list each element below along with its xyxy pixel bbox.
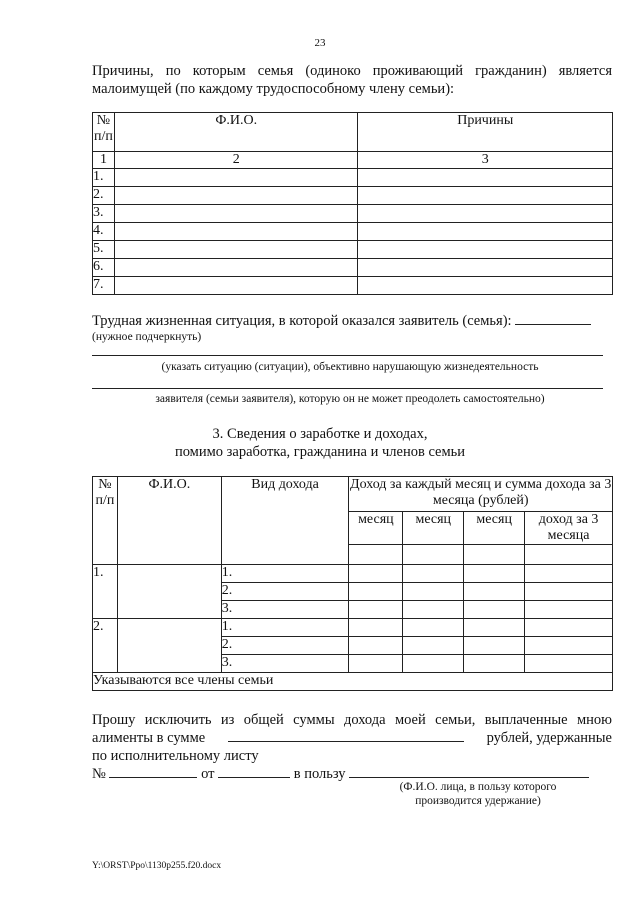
header-fio: Ф.И.О. [114, 113, 358, 152]
beneficiary-note-1: (Ф.И.О. лица, в пользу которого [399, 781, 557, 793]
income-table [92, 476, 613, 691]
person-number: 1. [93, 565, 118, 619]
income-cell[interactable] [525, 655, 613, 673]
income-cell[interactable] [403, 601, 464, 619]
row-number: 1. [93, 169, 115, 187]
reasons-table-header [93, 113, 613, 152]
total-header: доход за 3 месяца [525, 512, 613, 545]
situation-line [92, 312, 591, 330]
income-cell[interactable] [403, 565, 464, 583]
income-header-fio: Ф.И.О. [117, 477, 221, 565]
request-line-2 [92, 729, 612, 747]
reason-cell[interactable] [358, 205, 613, 223]
situation-hint-1: (указать ситуацию (ситуации), объективно нарушающую жизнедеятельность [161, 361, 539, 373]
income-type-item[interactable]: 3. [221, 655, 349, 673]
beneficiary-blank[interactable] [349, 765, 589, 778]
income-cell[interactable] [349, 545, 403, 565]
income-cell[interactable] [349, 565, 403, 583]
reason-cell[interactable] [358, 277, 613, 295]
income-type-item[interactable]: 3. [221, 601, 349, 619]
income-cell[interactable] [464, 637, 525, 655]
income-header-no: № п/п [93, 477, 118, 565]
income-cell[interactable] [464, 655, 525, 673]
income-cell[interactable] [349, 583, 403, 601]
row-number: 4. [93, 223, 115, 241]
income-cell[interactable] [349, 637, 403, 655]
income-header-monthly: Доход за каждый месяц и сумма дохода за 3 месяца (рублей) [349, 477, 613, 512]
situation-blank[interactable] [515, 312, 591, 325]
income-cell[interactable] [403, 619, 464, 637]
income-cell[interactable] [464, 545, 525, 565]
situation-label: Трудная жизненная ситуация, в которой оказался заявитель (семья): [92, 313, 512, 329]
fio-cell[interactable] [114, 187, 358, 205]
situation-fill-line-1[interactable] [92, 355, 603, 356]
table-row [93, 205, 613, 223]
beneficiary-note-2: производится удержание) [415, 795, 541, 807]
fio-cell[interactable] [114, 241, 358, 259]
request-line-1: Прошу исключить из общей суммы дохода моей семьи, выплаченные мною [92, 712, 612, 728]
fio-cell[interactable] [114, 259, 358, 277]
income-cell[interactable] [525, 565, 613, 583]
reason-cell[interactable] [358, 223, 613, 241]
table-row [93, 259, 613, 277]
row-number: 6. [93, 259, 115, 277]
fio-cell[interactable] [114, 169, 358, 187]
income-type-item[interactable]: 1. [221, 565, 349, 583]
month-header: месяц [403, 512, 464, 545]
reason-cell[interactable] [358, 259, 613, 277]
income-cell[interactable] [525, 637, 613, 655]
doc-date-blank[interactable] [218, 765, 290, 778]
underline-note: (нужное подчеркнуть) [92, 331, 202, 343]
income-table-footnote: Указываются все члены семьи [93, 673, 613, 691]
income-header-type: Вид дохода [221, 477, 349, 565]
income-cell[interactable] [349, 601, 403, 619]
table-row [93, 241, 613, 259]
beneficiary-label: в пользу [293, 766, 346, 782]
alimony-tail: рублей, удержанные [486, 730, 612, 746]
reason-cell[interactable] [358, 187, 613, 205]
section3-title-1: 3. Сведения о заработке и доходах, [212, 426, 428, 442]
month-header: месяц [349, 512, 403, 545]
row-number: 7. [93, 277, 115, 295]
income-type-item[interactable]: 2. [221, 583, 349, 601]
income-cell[interactable] [403, 655, 464, 673]
footer-file-path: Y:\ORST\Ppo\1130p255.f20.docx [92, 861, 222, 871]
row-number: 3. [93, 205, 115, 223]
fio-cell[interactable] [114, 223, 358, 241]
table-row [93, 277, 613, 295]
income-cell[interactable] [525, 601, 613, 619]
reasons-intro: Причины, по которым семья (одиноко проживающий гражданин) является малоимущей (по каждому трудоспособному члену семьи): [92, 63, 612, 97]
table-row [93, 187, 613, 205]
doc-number-label: № [92, 766, 106, 782]
alimony-label: алименты в сумме [92, 730, 206, 746]
situation-hint-2: заявителя (семьи заявителя), которую он не может преодолеть самостоятельно) [155, 393, 545, 405]
income-cell[interactable] [464, 619, 525, 637]
reason-cell[interactable] [358, 169, 613, 187]
income-cell[interactable] [525, 545, 613, 565]
person-fio-cell[interactable] [117, 619, 221, 673]
numbers-cell: 2 [114, 152, 358, 169]
income-cell[interactable] [464, 565, 525, 583]
situation-fill-line-2[interactable] [92, 388, 603, 389]
income-cell[interactable] [403, 545, 464, 565]
numbers-cell: 3 [358, 152, 613, 169]
person-fio-cell[interactable] [117, 565, 221, 619]
row-number: 5. [93, 241, 115, 259]
header-reasons: Причины [358, 113, 613, 152]
income-cell[interactable] [403, 637, 464, 655]
table-row [93, 169, 613, 187]
fio-cell[interactable] [114, 277, 358, 295]
person-number: 2. [93, 619, 118, 673]
table-row [93, 223, 613, 241]
header-no: № п/п [93, 113, 115, 152]
income-cell[interactable] [525, 583, 613, 601]
doc-date-label: от [201, 766, 215, 782]
income-cell[interactable] [464, 583, 525, 601]
income-cell[interactable] [349, 619, 403, 637]
request-line-3: по исполнительному листу [92, 748, 259, 764]
reasons-table [92, 112, 613, 295]
row-number: 2. [93, 187, 115, 205]
income-cell[interactable] [349, 655, 403, 673]
doc-number-blank[interactable] [109, 765, 197, 778]
page-number: 23 [314, 37, 326, 49]
numbers-cell: 1 [93, 152, 115, 169]
income-type-item[interactable]: 1. [221, 619, 349, 637]
reason-cell[interactable] [358, 241, 613, 259]
alimony-amount-blank[interactable] [228, 729, 464, 742]
income-cell[interactable] [403, 583, 464, 601]
fio-cell[interactable] [114, 205, 358, 223]
month-header: месяц [464, 512, 525, 545]
income-cell[interactable] [464, 601, 525, 619]
income-cell[interactable] [525, 619, 613, 637]
income-type-item[interactable]: 2. [221, 637, 349, 655]
numbers-row [93, 152, 613, 169]
section3-title-2: помимо заработка, гражданина и членов семьи [174, 444, 466, 460]
